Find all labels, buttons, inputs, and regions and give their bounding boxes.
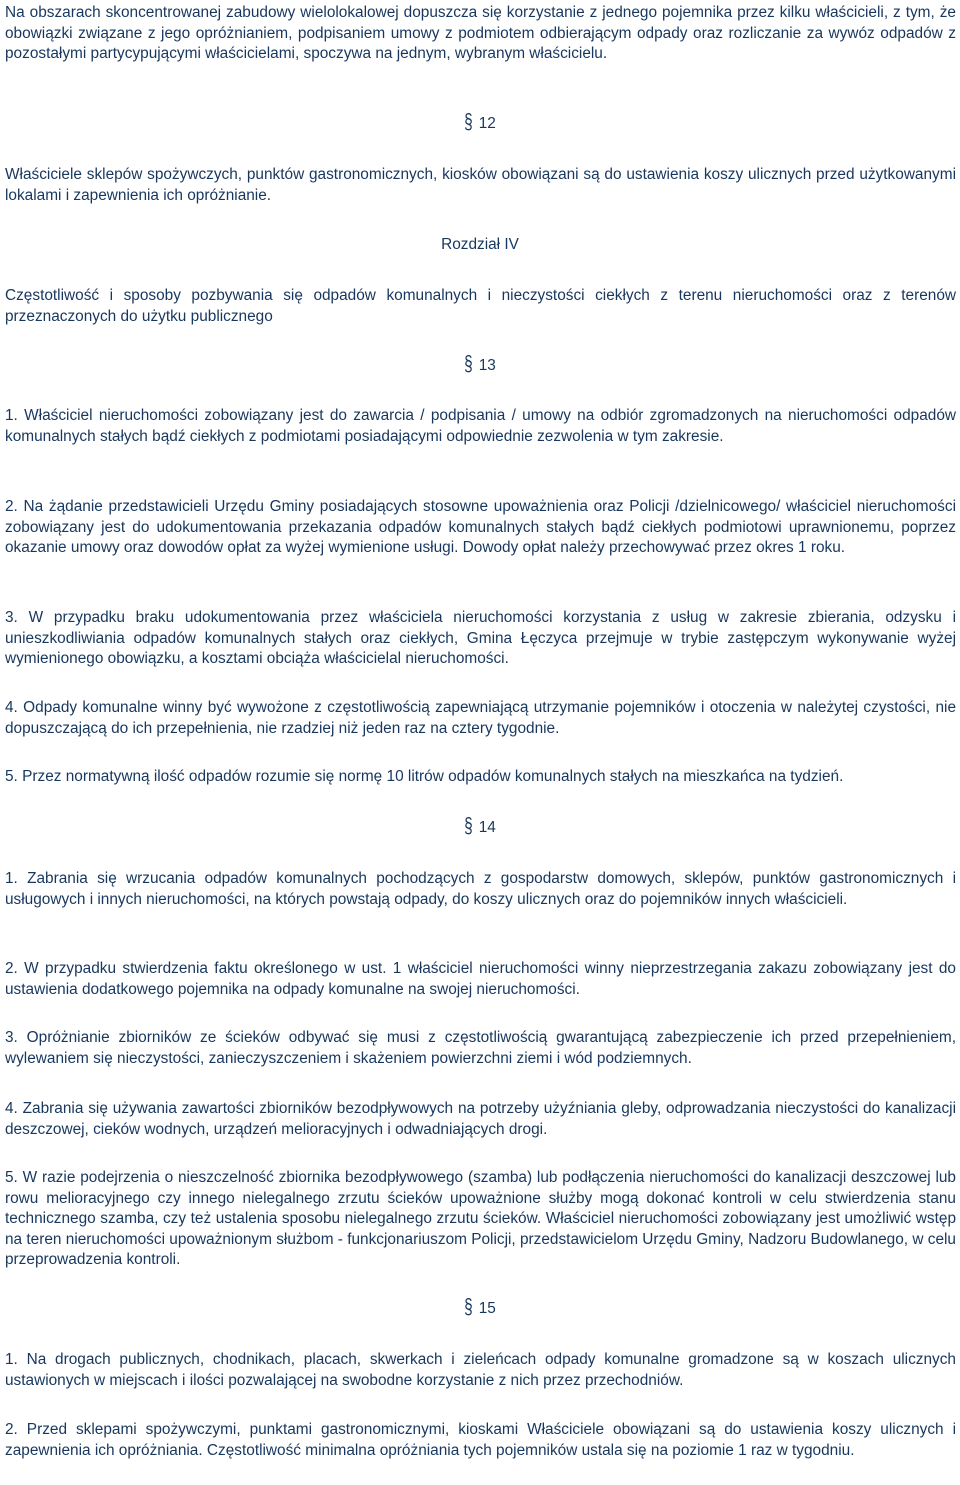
chapter-title: Częstotliwość i sposoby pozbywania się odpadów komunalnych i nieczystości ciekłych z terenu nieruchomości oraz z terenów przeznaczonych do użytku publicznego bbox=[5, 287, 956, 325]
section-15-point-2: 2. Przed sklepami spożywczymi, punktami gastronomicznymi, kioskami Właściciele obowiązani są do ustawienia koszy ulicznych i zapewnienia ich opróżniania. Częstotliwość minimalna opróżniania tych pojemników ustala się na poziomie 1 raz w tygodniu. bbox=[5, 1421, 956, 1459]
section-13-point-4: 4. Odpady komunalne winny być wywożone z częstotliwością zapewniającą utrzymanie pojemników i otoczenia w należytej czystości, nie dopuszczającą do ich przepełnienia, nie rzadziej niż jeden raz na cztery tygodnie. bbox=[5, 699, 956, 737]
section-12-paragraph: Właściciele sklepów spożywczych, punktów gastronomicznych, kiosków obowiązani są do ustawienia koszy ulicznych przed użytkowanymi lokalami i zapewnienia ich opróżnianie. bbox=[5, 166, 956, 204]
section-14-point-1: 1. Zabrania się wrzucania odpadów komunalnych pochodzących z gospodarstw domowych, sklepów, punktów gastronomicznych i usługowych i innych nieruchomości, na których powstają odpady, do koszy ulicznych oraz do pojemników innych właścicieli. bbox=[5, 870, 956, 908]
section-13-point-5: 5. Przez normatywną ilość odpadów rozumie się normę 10 litrów odpadów komunalnych stałych na mieszkańca na tydzień. bbox=[5, 768, 844, 785]
section-number: 15 bbox=[478, 1300, 496, 1317]
section-15-point-1: 1. Na drogach publicznych, chodnikach, placach, skwerkach i zieleńcach odpady komunalne gromadzone są w koszach ulicznych ustawionych w miejscach i ilości pozwalającej na swobodne korzystanie z nich przez przechodniów. bbox=[5, 1351, 956, 1389]
section-sign-icon: § bbox=[464, 111, 473, 134]
section-13-heading bbox=[0, 353, 960, 377]
section-14-point-4: 4. Zabrania się używania zawartości zbiorników bezodpływowych na potrzeby użyźniania gleby, odprowadzania nieczystości do kanalizacji deszczowej, cieków wodnych, urządzeń melioracyjnych i odwadniających drogi. bbox=[5, 1100, 956, 1138]
chapter-heading: Rozdział IV bbox=[441, 236, 519, 253]
section-13-point-3: 3. W przypadku braku udokumentowania przez właściciela nieruchomości korzystania z usług w zakresie zbierania, odzysku i unieszkodliwiania odpadów komunalnych stałych oraz ciekłych, Gmina Łęczyca przejmuje w trybie zastępczym wykonywanie wyżej wymienionego obowiązku, a kosztami obciąża właścicielal nieruchomości. bbox=[5, 609, 956, 667]
section-number: 12 bbox=[478, 115, 496, 132]
section-14-point-2: 2. W przypadku stwierdzenia faktu określonego w ust. 1 właściciel nieruchomości winny nieprzestrzegania zakazu zobowiązany jest do ustawienia dodatkowego pojemnika na odpady komunalne na swojej nieruchomości. bbox=[5, 960, 956, 998]
section-14-point-3: 3. Opróżnianie zbiorników ze ścieków odbywać się musi z częstotliwością gwarantującą zabezpieczenie ich przed przepełnieniem, wylewaniem się nieczystości, zanieczyszczeniem i skażeniem powierzchni ziemi i wód podziemnych. bbox=[5, 1029, 956, 1067]
intro-paragraph: Na obszarach skoncentrowanej zabudowy wielolokalowej dopuszcza się korzystanie z jednego pojemnika przez kilku właścicieli, z tym, że obowiązki związane z jego opróżnianiem, podpisaniem umowy z podmiotem odbierającym odpady oraz rozliczanie za wywóz odpadów z pozostałymi partycypującymi właścicielami, spoczywa na jednym, wybranym właścicielu. bbox=[5, 4, 956, 62]
section-14-point-5: 5. W razie podejrzenia o nieszczelność zbiornika bezodpływowego (szamba) lub podłączenia nieruchomości do kanalizacji deszczowej lub rowu melioracyjnego czy innego nielegalnego zrzutu ścieków upoważnione służby mogą dokonać kontroli w celu stwierdzenia stanu technicznego szamba, czy też ustalenia sposobu nielegalnego zrzutu ścieków. Właściciel nieruchomości zobowiązany jest umożliwić wstęp na teren nieruchomości upoważnionym służbom - funkcjonariuszom Policji, przedstawicielom Urzędu Gminy, Nadzoru Budowlanego, w celu przeprowadzenia kontroli. bbox=[5, 1169, 956, 1268]
section-15-heading bbox=[0, 1296, 960, 1320]
section-sign-icon: § bbox=[464, 1296, 473, 1319]
section-number: 13 bbox=[478, 357, 496, 374]
section-13-point-1: 1. Właściciel nieruchomości zobowiązany jest do zawarcia / podpisania / umowy na odbiór zgromadzonych na nieruchomości odpadów komunalnych stałych bądź ciekłych z podmiotami posiadającymi odpowiednie zezwolenia w tym zakresie. bbox=[5, 407, 956, 445]
section-12-heading bbox=[0, 111, 960, 135]
section-sign-icon: § bbox=[464, 815, 473, 838]
section-14-heading bbox=[0, 815, 960, 839]
section-13-point-2: 2. Na żądanie przedstawicieli Urzędu Gminy posiadających stosowne upoważnienia oraz Policji /dzielnicowego/ właściciel nieruchomości zobowiązany jest do udokumentowania przekazania odpadów komunalnych stałych bądź ciekłych podmiotowi uprawnionemu, poprzez okazanie umowy oraz dowodów opłat za wyżej wymienione usługi. Dowody opłat należy przechowywać przez okres 1 roku. bbox=[5, 498, 956, 556]
section-sign-icon: § bbox=[464, 353, 473, 376]
section-number: 14 bbox=[478, 819, 496, 836]
